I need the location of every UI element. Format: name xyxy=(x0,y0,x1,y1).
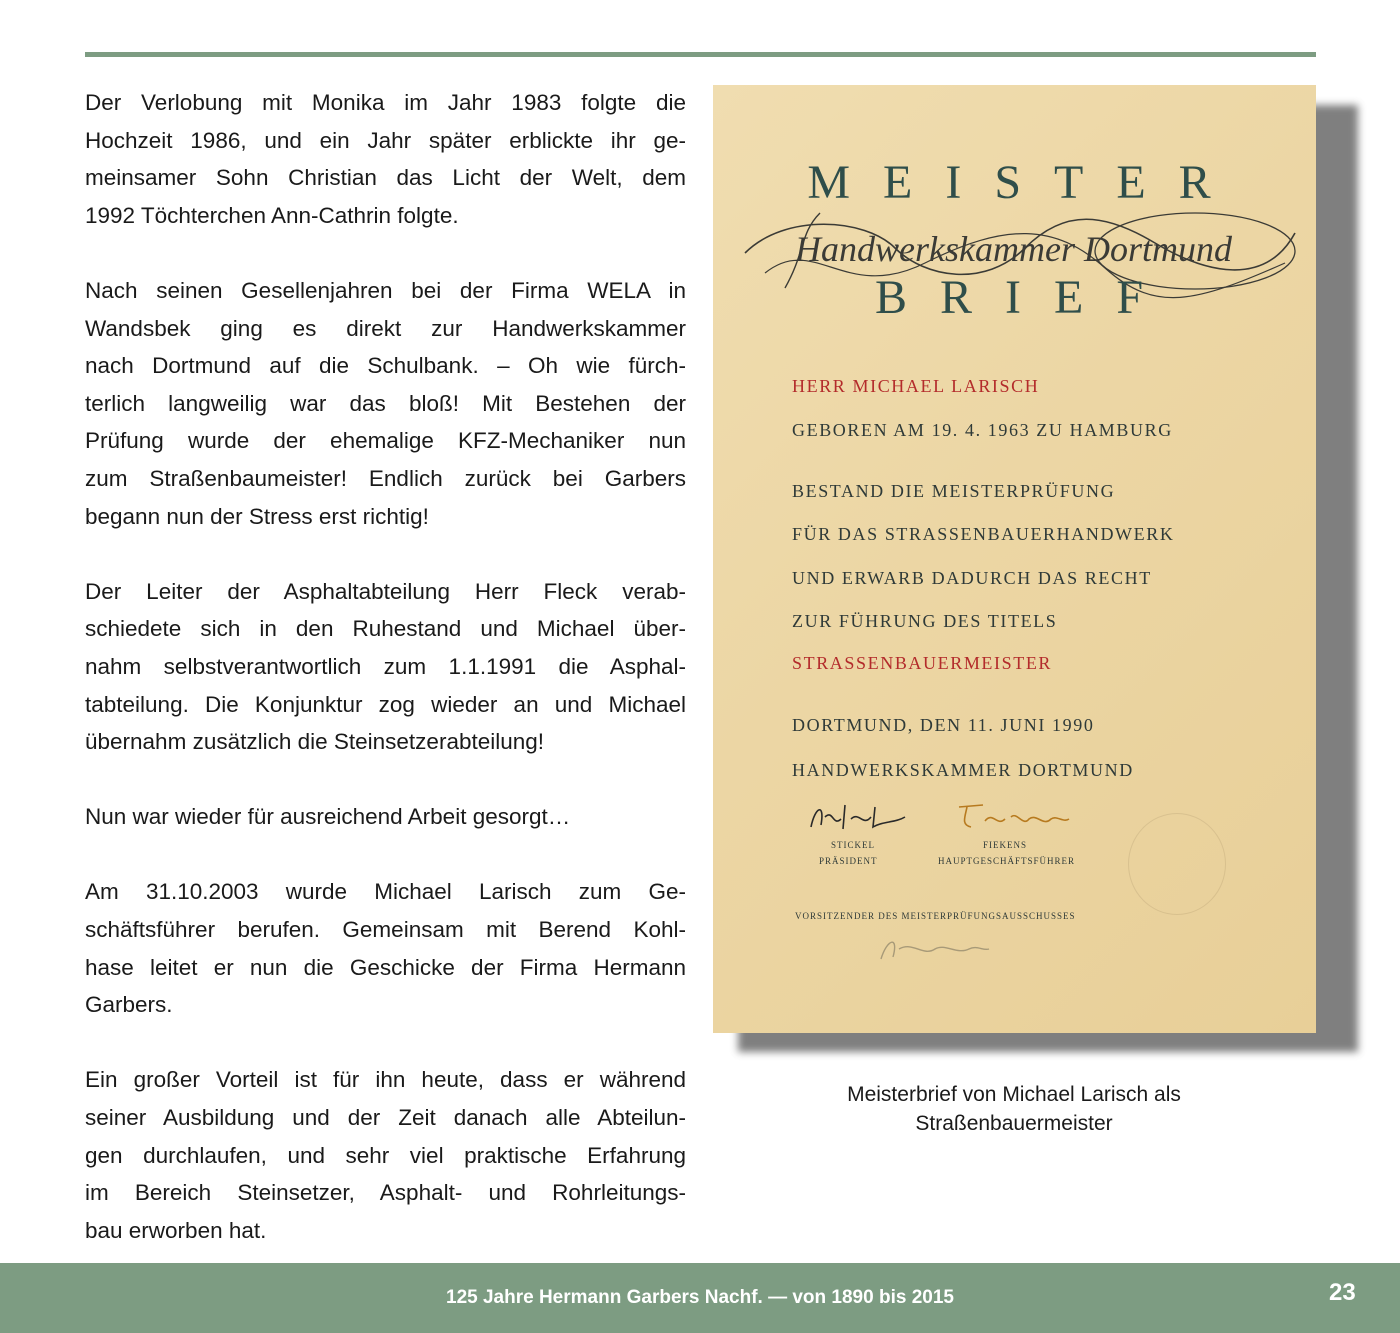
certificate-text-4: ZUR FÜHRUNG DES TITELS xyxy=(792,611,1058,631)
text-line: Ein großer Vorteil ist für ihn heute, dass er während xyxy=(85,1067,686,1093)
paragraph-training xyxy=(85,272,686,535)
text-line: zum Straßenbaumeister! Endlich zurück bei Garbers xyxy=(85,465,686,491)
paragraph-work xyxy=(85,798,686,836)
signature-name-stickel: STICKEL xyxy=(831,840,875,850)
signature-role-president: PRÄSIDENT xyxy=(819,856,878,866)
caption-line-2: Straßenbauermeister xyxy=(915,1112,1113,1135)
signature-name-fiekens: FIEKENS xyxy=(983,840,1028,850)
text-line: Garbers. xyxy=(85,992,173,1018)
text-line: gen durchlaufen, und sehr viel praktische Erfahrung xyxy=(85,1142,686,1168)
text-line: nach Dortmund auf die Schulbank. – Oh wie fürch- xyxy=(85,353,686,379)
footer-text: 125 Jahre Hermann Garbers Nachf. — von 1890 bis 2015 xyxy=(446,1287,954,1308)
text-line: meinsamer Sohn Christian das Licht der Welt, dem xyxy=(85,165,686,191)
certificate-image xyxy=(713,85,1316,1033)
certificate-place-date: DORTMUND, DEN 11. JUNI 1990 xyxy=(792,715,1095,735)
paragraph-engagement xyxy=(85,84,686,234)
text-line: Wandsbek ging es direkt zur Handwerkskammer xyxy=(85,315,686,341)
text-line: Der Verlobung mit Monika im Jahr 1983 folgte die xyxy=(85,90,686,115)
body-text-column xyxy=(85,84,686,1249)
text-line: terlich langweilig war das bloß! Mit Bestehen der xyxy=(85,390,686,416)
text-line: Prüfung wurde der ehemalige KFZ-Mechaniker nun xyxy=(85,428,686,454)
paragraph-managing-director xyxy=(85,873,686,1023)
text-line: begann nun der Stress erst richtig! xyxy=(85,503,429,529)
text-line: seiner Ausbildung und der Zeit danach alle Abteilun- xyxy=(85,1105,686,1131)
signature-chair xyxy=(873,931,993,965)
text-line: Am 31.10.2003 wurde Michael Larisch zum Ge- xyxy=(85,879,686,905)
text-line: tabteilung. Die Konjunktur zog wieder an und Michael xyxy=(85,691,686,717)
text-line: nahm selbstverantwortlich zum 1.1.1991 die Asphal- xyxy=(85,653,686,679)
caption-line-1: Meisterbrief von Michael Larisch als xyxy=(847,1083,1181,1106)
certificate-chair-label: VORSITZENDER DES MEISTERPRÜFUNGSAUSSCHUSSES xyxy=(795,911,1076,921)
certificate-text-2: FÜR DAS STRASSENBAUERHANDWERK xyxy=(792,524,1175,544)
text-line: übernahm zusätzlich die Steinsetzerabteilung! xyxy=(85,729,545,755)
text-line: hase leitet er nun die Geschicke der Firma Hermann xyxy=(85,954,686,980)
certificate-born: GEBOREN AM 19. 4. 1963 ZU HAMBURG xyxy=(792,420,1173,440)
certificate-chamber: HANDWERKSKAMMER DORTMUND xyxy=(792,760,1134,780)
paragraph-advantage xyxy=(85,1061,686,1249)
text-line: schäftsführer berufen. Gemeinsam mit Berend Kohl- xyxy=(85,917,686,943)
signature-role-manager: HAUPTGESCHÄFTSFÜHRER xyxy=(938,856,1076,866)
text-line: im Bereich Steinsetzer, Asphalt- und Rohrleitungs- xyxy=(85,1180,686,1206)
certificate-heading-meister: MEISTER xyxy=(807,156,1244,209)
text-line: Nun war wieder für ausreichend Arbeit gesorgt… xyxy=(85,804,571,830)
certificate-title: STRASSENBAUERMEISTER xyxy=(792,653,1053,673)
text-line: Der Leiter der Asphaltabteilung Herr Fleck verab- xyxy=(85,578,686,604)
embossed-seal xyxy=(1128,813,1226,915)
certificate-text-3: UND ERWARB DADURCH DAS RECHT xyxy=(792,568,1152,588)
certificate-text-1: BESTAND DIE MEISTERPRÜFUNG xyxy=(792,481,1116,501)
top-divider xyxy=(85,52,1316,57)
text-line: Nach seinen Gesellenjahren bei der Firma WELA in xyxy=(85,277,686,303)
image-caption xyxy=(788,1080,1240,1138)
paragraph-asphalt-department xyxy=(85,573,686,761)
text-line: Hochzeit 1986, und ein Jahr später erblickte ihr ge- xyxy=(85,127,686,153)
certificate-heading-brief: BRIEF xyxy=(874,271,1177,324)
text-line: bau erworben hat. xyxy=(85,1217,267,1243)
signature-stickel xyxy=(803,797,913,837)
calligraphy-text: Handwerkskammer Dortmund xyxy=(795,229,1232,269)
certificate-name: HERR MICHAEL LARISCH xyxy=(792,376,1040,396)
text-line: 1992 Töchterchen Ann-Cathrin folgte. xyxy=(85,202,459,228)
text-line: schiedete sich in den Ruhestand und Michael über- xyxy=(85,616,686,642)
page-number: 23 xyxy=(1329,1279,1356,1306)
signature-fiekens xyxy=(953,797,1073,837)
